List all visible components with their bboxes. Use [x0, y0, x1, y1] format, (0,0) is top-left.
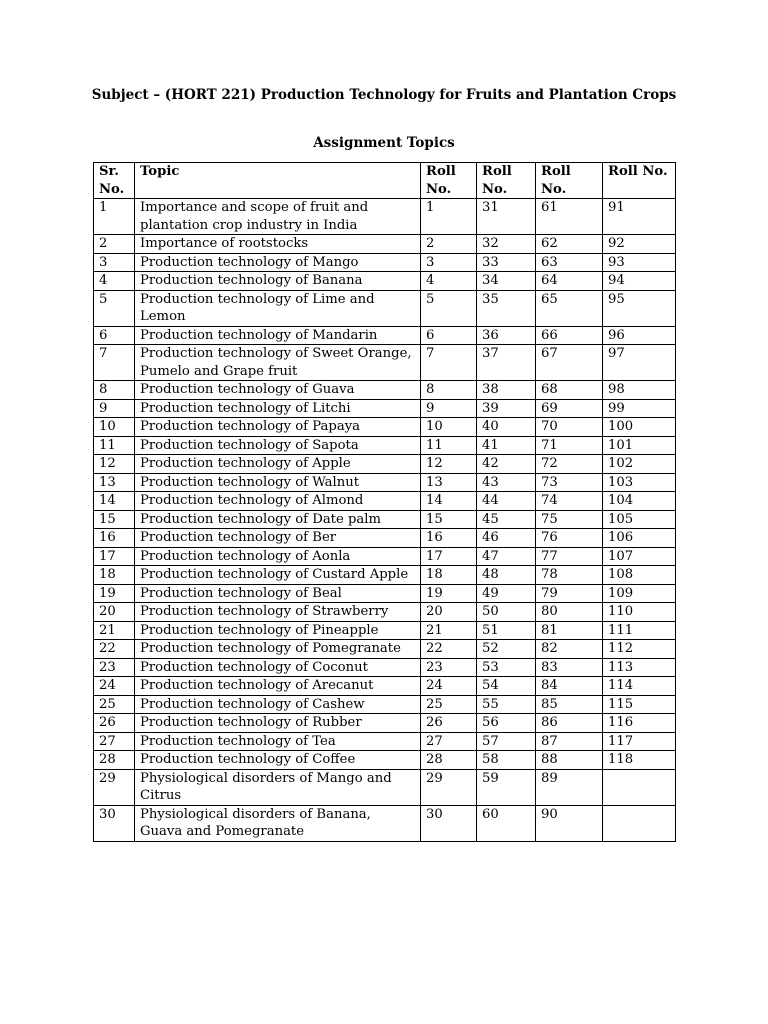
roll-no-cell: 23: [421, 658, 477, 677]
topic-cell: Production technology of Tea: [135, 732, 421, 751]
roll-no-cell: 113: [603, 658, 676, 677]
roll-no-cell: 91: [603, 199, 676, 235]
roll-no-cell: 42: [477, 455, 536, 474]
sr-no-cell: 16: [94, 529, 135, 548]
roll-no-cell: 112: [603, 640, 676, 659]
roll-no-cell: 20: [421, 603, 477, 622]
roll-no-cell: 95: [603, 290, 676, 326]
topic-cell: Production technology of Almond: [135, 492, 421, 511]
roll-no-cell: 14: [421, 492, 477, 511]
document-title: Subject – (HORT 221) Production Technology for Fruits and Plantation Crops: [91, 87, 677, 103]
sr-no-cell: 2: [94, 235, 135, 254]
roll-no-cell: 25: [421, 695, 477, 714]
roll-no-cell: 56: [477, 714, 536, 733]
table-row: [94, 455, 676, 474]
roll-no-cell: 6: [421, 326, 477, 345]
table-row: [94, 751, 676, 770]
table-row: [94, 658, 676, 677]
roll-no-cell: 68: [536, 381, 603, 400]
roll-no-cell: 19: [421, 584, 477, 603]
sr-no-cell: 30: [94, 805, 135, 841]
sr-no-cell: 27: [94, 732, 135, 751]
roll-no-cell: 65: [536, 290, 603, 326]
topic-cell: Production technology of Apple: [135, 455, 421, 474]
table-row: [94, 436, 676, 455]
sr-no-cell: 7: [94, 345, 135, 381]
sr-no-cell: 24: [94, 677, 135, 696]
roll-no-cell: 70: [536, 418, 603, 437]
roll-no-cell: 62: [536, 235, 603, 254]
table-body: [94, 199, 676, 842]
sr-no-cell: 5: [94, 290, 135, 326]
roll-no-cell: 86: [536, 714, 603, 733]
roll-no-cell: 74: [536, 492, 603, 511]
header-topic: Topic: [135, 163, 421, 199]
roll-no-cell: 76: [536, 529, 603, 548]
roll-no-cell: 81: [536, 621, 603, 640]
sr-no-cell: 19: [94, 584, 135, 603]
roll-no-cell: 109: [603, 584, 676, 603]
roll-no-cell: 101: [603, 436, 676, 455]
sr-no-cell: 14: [94, 492, 135, 511]
topic-cell: Production technology of Mandarin: [135, 326, 421, 345]
roll-no-cell: 44: [477, 492, 536, 511]
roll-no-cell: 110: [603, 603, 676, 622]
roll-no-cell: 96: [603, 326, 676, 345]
roll-no-cell: 108: [603, 566, 676, 585]
topic-cell: Production technology of Guava: [135, 381, 421, 400]
topic-cell: Importance and scope of fruit and plantation crop industry in India: [135, 199, 421, 235]
topic-cell: Production technology of Beal: [135, 584, 421, 603]
roll-no-cell: 79: [536, 584, 603, 603]
sr-no-cell: 9: [94, 399, 135, 418]
roll-no-cell: 5: [421, 290, 477, 326]
table-row: [94, 677, 676, 696]
table-row: [94, 381, 676, 400]
roll-no-cell: 51: [477, 621, 536, 640]
roll-no-cell: 77: [536, 547, 603, 566]
roll-no-cell: 30: [421, 805, 477, 841]
sr-no-cell: 6: [94, 326, 135, 345]
roll-no-cell: 66: [536, 326, 603, 345]
roll-no-cell: 102: [603, 455, 676, 474]
topic-cell: Physiological disorders of Mango and Citrus: [135, 769, 421, 805]
roll-no-cell: 106: [603, 529, 676, 548]
table-row: [94, 510, 676, 529]
topic-cell: Production technology of Banana: [135, 272, 421, 291]
sr-no-cell: 13: [94, 473, 135, 492]
roll-no-cell: 8: [421, 381, 477, 400]
topic-cell: Production technology of Pomegranate: [135, 640, 421, 659]
roll-no-cell: 27: [421, 732, 477, 751]
header-roll-no: Roll No.: [536, 163, 603, 199]
sr-no-cell: 23: [94, 658, 135, 677]
roll-no-cell: 31: [477, 199, 536, 235]
roll-no-cell: 11: [421, 436, 477, 455]
topic-cell: Production technology of Litchi: [135, 399, 421, 418]
roll-no-cell: 54: [477, 677, 536, 696]
table-row: [94, 418, 676, 437]
topic-cell: Production technology of Sweet Orange, Pumelo and Grape fruit: [135, 345, 421, 381]
table-row: [94, 235, 676, 254]
roll-no-cell: 72: [536, 455, 603, 474]
table-row: [94, 399, 676, 418]
roll-no-cell: 83: [536, 658, 603, 677]
roll-no-cell: 17: [421, 547, 477, 566]
header-roll-no: Roll No.: [603, 163, 676, 199]
sr-no-cell: 1: [94, 199, 135, 235]
roll-no-cell: 69: [536, 399, 603, 418]
roll-no-cell: 103: [603, 473, 676, 492]
topic-cell: Production technology of Walnut: [135, 473, 421, 492]
table-row: [94, 529, 676, 548]
roll-no-cell: 75: [536, 510, 603, 529]
roll-no-cell: 32: [477, 235, 536, 254]
roll-no-cell: 97: [603, 345, 676, 381]
table-row: [94, 621, 676, 640]
roll-no-cell: 99: [603, 399, 676, 418]
roll-no-cell: 9: [421, 399, 477, 418]
roll-no-cell: 118: [603, 751, 676, 770]
roll-no-cell: 93: [603, 253, 676, 272]
sr-no-cell: 10: [94, 418, 135, 437]
roll-no-cell: 22: [421, 640, 477, 659]
topic-cell: Production technology of Arecanut: [135, 677, 421, 696]
roll-no-cell: 33: [477, 253, 536, 272]
table-row: [94, 199, 676, 235]
roll-no-cell: 3: [421, 253, 477, 272]
roll-no-cell: 52: [477, 640, 536, 659]
roll-no-cell: 63: [536, 253, 603, 272]
header-roll-no: Roll No.: [477, 163, 536, 199]
roll-no-cell: 53: [477, 658, 536, 677]
roll-no-cell: 46: [477, 529, 536, 548]
topic-cell: Physiological disorders of Banana, Guava and Pomegranate: [135, 805, 421, 841]
topic-cell: Production technology of Date palm: [135, 510, 421, 529]
roll-no-cell: 115: [603, 695, 676, 714]
roll-no-cell: 36: [477, 326, 536, 345]
topic-cell: Production technology of Ber: [135, 529, 421, 548]
table-row: [94, 345, 676, 381]
sr-no-cell: 21: [94, 621, 135, 640]
roll-no-cell: 29: [421, 769, 477, 805]
sr-no-cell: 17: [94, 547, 135, 566]
roll-no-cell: 111: [603, 621, 676, 640]
roll-no-cell: 21: [421, 621, 477, 640]
roll-no-cell: 38: [477, 381, 536, 400]
roll-no-cell: 90: [536, 805, 603, 841]
roll-no-cell: 2: [421, 235, 477, 254]
table-row: [94, 566, 676, 585]
sr-no-cell: 20: [94, 603, 135, 622]
roll-no-cell: 34: [477, 272, 536, 291]
roll-no-cell: 98: [603, 381, 676, 400]
table-row: [94, 492, 676, 511]
roll-no-cell: 73: [536, 473, 603, 492]
roll-no-cell: 82: [536, 640, 603, 659]
sr-no-cell: 8: [94, 381, 135, 400]
roll-no-cell: 100: [603, 418, 676, 437]
roll-no-cell: 107: [603, 547, 676, 566]
topic-cell: Production technology of Lime and Lemon: [135, 290, 421, 326]
sr-no-cell: 22: [94, 640, 135, 659]
roll-no-cell: 58: [477, 751, 536, 770]
roll-no-cell: 61: [536, 199, 603, 235]
table-row: [94, 695, 676, 714]
roll-no-cell: 35: [477, 290, 536, 326]
roll-no-cell: 24: [421, 677, 477, 696]
roll-no-cell: 87: [536, 732, 603, 751]
roll-no-cell: 47: [477, 547, 536, 566]
roll-no-cell: 60: [477, 805, 536, 841]
table-row: [94, 769, 676, 805]
table-row: [94, 732, 676, 751]
roll-no-cell: 40: [477, 418, 536, 437]
roll-no-cell: 16: [421, 529, 477, 548]
section-heading: Assignment Topics: [313, 135, 455, 151]
header-row: [94, 163, 676, 199]
roll-no-cell: 114: [603, 677, 676, 696]
roll-no-cell: 84: [536, 677, 603, 696]
roll-no-cell: 94: [603, 272, 676, 291]
roll-no-cell: [603, 769, 676, 805]
roll-no-cell: [603, 805, 676, 841]
table-row: [94, 272, 676, 291]
sr-no-cell: 15: [94, 510, 135, 529]
sr-no-cell: 25: [94, 695, 135, 714]
roll-no-cell: 13: [421, 473, 477, 492]
roll-no-cell: 15: [421, 510, 477, 529]
roll-no-cell: 4: [421, 272, 477, 291]
topic-cell: Production technology of Strawberry: [135, 603, 421, 622]
roll-no-cell: 49: [477, 584, 536, 603]
roll-no-cell: 18: [421, 566, 477, 585]
roll-no-cell: 45: [477, 510, 536, 529]
sr-no-cell: 26: [94, 714, 135, 733]
sr-no-cell: 3: [94, 253, 135, 272]
sr-no-cell: 11: [94, 436, 135, 455]
table-row: [94, 584, 676, 603]
topic-cell: Production technology of Cashew: [135, 695, 421, 714]
sr-no-cell: 12: [94, 455, 135, 474]
roll-no-cell: 92: [603, 235, 676, 254]
roll-no-cell: 7: [421, 345, 477, 381]
header-sr-no: Sr. No.: [94, 163, 135, 199]
topic-cell: Production technology of Rubber: [135, 714, 421, 733]
table-header: [94, 163, 676, 199]
roll-no-cell: 55: [477, 695, 536, 714]
table-row: [94, 640, 676, 659]
roll-no-cell: 57: [477, 732, 536, 751]
sr-no-cell: 28: [94, 751, 135, 770]
table-row: [94, 290, 676, 326]
roll-no-cell: 71: [536, 436, 603, 455]
roll-no-cell: 104: [603, 492, 676, 511]
roll-no-cell: 117: [603, 732, 676, 751]
assignment-topics-table: [93, 162, 676, 842]
roll-no-cell: 1: [421, 199, 477, 235]
roll-no-cell: 67: [536, 345, 603, 381]
roll-no-cell: 10: [421, 418, 477, 437]
topic-cell: Production technology of Sapota: [135, 436, 421, 455]
sr-no-cell: 18: [94, 566, 135, 585]
topic-cell: Production technology of Papaya: [135, 418, 421, 437]
header-roll-no: Roll No.: [421, 163, 477, 199]
topic-cell: Production technology of Mango: [135, 253, 421, 272]
roll-no-cell: 105: [603, 510, 676, 529]
roll-no-cell: 41: [477, 436, 536, 455]
roll-no-cell: 78: [536, 566, 603, 585]
roll-no-cell: 12: [421, 455, 477, 474]
roll-no-cell: 89: [536, 769, 603, 805]
roll-no-cell: 39: [477, 399, 536, 418]
topic-cell: Importance of rootstocks: [135, 235, 421, 254]
table-row: [94, 714, 676, 733]
topic-cell: Production technology of Custard Apple: [135, 566, 421, 585]
roll-no-cell: 80: [536, 603, 603, 622]
roll-no-cell: 64: [536, 272, 603, 291]
roll-no-cell: 28: [421, 751, 477, 770]
sr-no-cell: 29: [94, 769, 135, 805]
table-row: [94, 253, 676, 272]
roll-no-cell: 85: [536, 695, 603, 714]
table-row: [94, 547, 676, 566]
topic-cell: Production technology of Coconut: [135, 658, 421, 677]
roll-no-cell: 59: [477, 769, 536, 805]
sr-no-cell: 4: [94, 272, 135, 291]
topic-cell: Production technology of Aonla: [135, 547, 421, 566]
roll-no-cell: 43: [477, 473, 536, 492]
table-row: [94, 473, 676, 492]
table-row: [94, 805, 676, 841]
topic-cell: Production technology of Coffee: [135, 751, 421, 770]
table-row: [94, 603, 676, 622]
topic-cell: Production technology of Pineapple: [135, 621, 421, 640]
roll-no-cell: 48: [477, 566, 536, 585]
roll-no-cell: 50: [477, 603, 536, 622]
roll-no-cell: 26: [421, 714, 477, 733]
table-row: [94, 326, 676, 345]
roll-no-cell: 37: [477, 345, 536, 381]
roll-no-cell: 116: [603, 714, 676, 733]
roll-no-cell: 88: [536, 751, 603, 770]
